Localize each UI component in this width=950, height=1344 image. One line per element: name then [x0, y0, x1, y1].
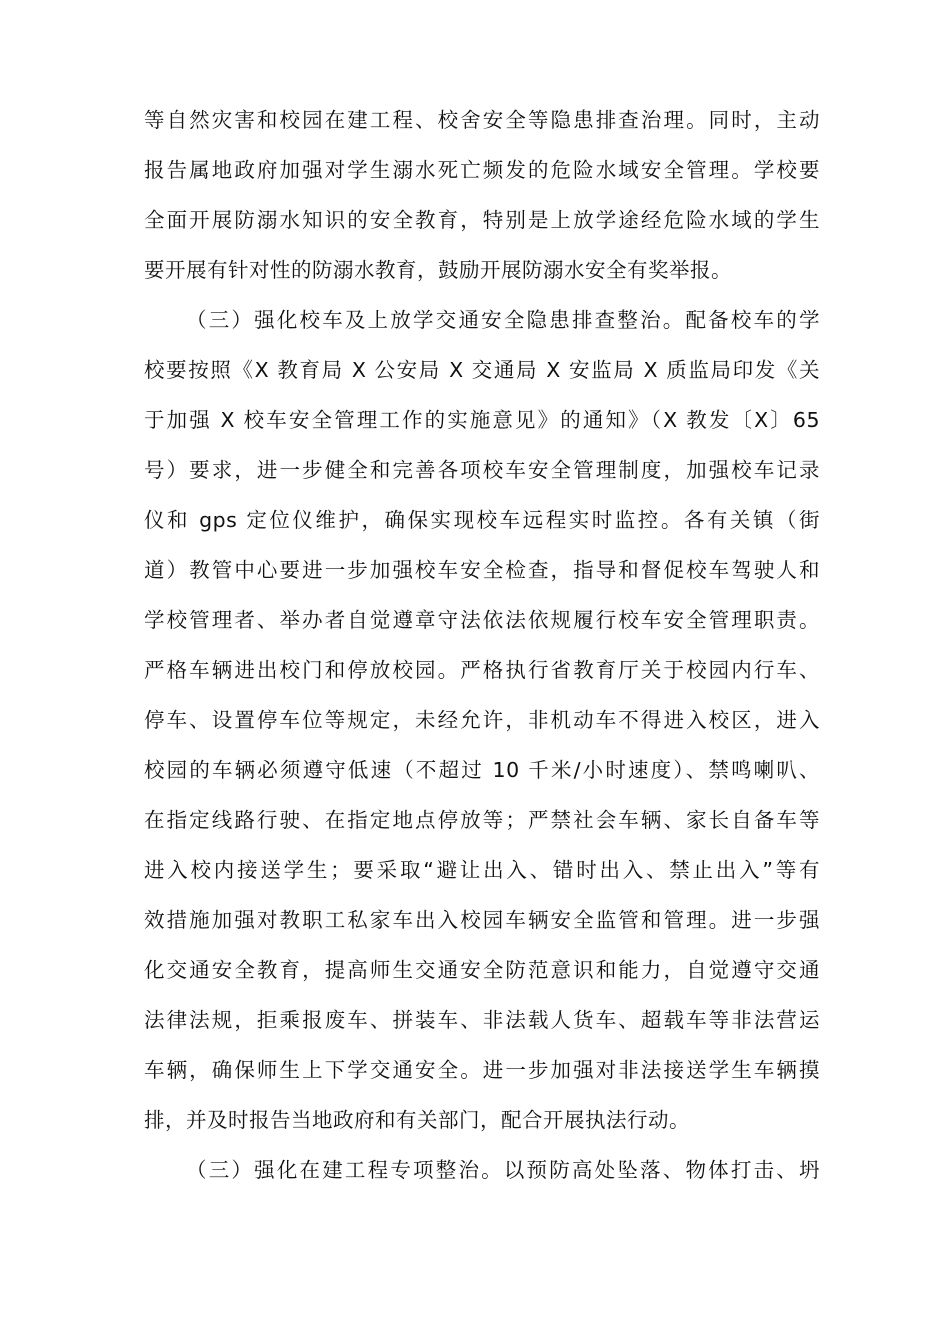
- text-line: 全面开展防溺水知识的安全教育，特别是上放学途经危险水域的学生: [144, 208, 820, 232]
- text-line: 严格车辆进出校门和停放校园。严格执行省教育厅关于校园内行车、: [144, 658, 820, 682]
- text-line: 化交通安全教育，提高师生交通安全防范意识和能力，自觉遵守交通: [144, 958, 820, 982]
- text-line: 于加强 X 校车安全管理工作的实施意见》的通知》（X 教发〔X〕65: [144, 408, 820, 432]
- text-line: 排，并及时报告当地政府和有关部门，配合开展执法行动。: [144, 1108, 690, 1132]
- text-line: 仪和 gps 定位仪维护，确保实现校车远程实时监控。各有关镇（街: [144, 508, 820, 532]
- text-line: 车辆，确保师生上下学交通安全。进一步加强对非法接送学生车辆摸: [144, 1058, 820, 1082]
- text-line: 进入校内接送学生；要采取“避让出入、错时出入、禁止出入”等有: [144, 858, 820, 882]
- text-line: 要开展有针对性的防溺水教育，鼓励开展防溺水安全有奖举报。: [144, 258, 732, 282]
- text-line: 报告属地政府加强对学生溺水死亡频发的危险水域安全管理。学校要: [144, 158, 820, 182]
- text-line: 校园的车辆必须遵守低速（不超过 10 千米/小时速度）、禁鸣喇叭、: [144, 758, 820, 782]
- document-body: [144, 95, 820, 1195]
- text-line: 停车、设置停车位等规定，未经允许，非机动车不得进入校区，进入: [144, 708, 820, 732]
- text-line: 等自然灾害和校园在建工程、校舍安全等隐患排查治理。同时，主动: [144, 108, 820, 132]
- text-line: 法律法规，拒乘报废车、拼装车、非法载人货车、超载车等非法营运: [144, 1008, 820, 1032]
- text-line: 号）要求，进一步健全和完善各项校车安全管理制度，加强校车记录: [144, 458, 820, 482]
- text-line: 学校管理者、举办者自觉遵章守法依法依规履行校车安全管理职责。: [144, 608, 820, 632]
- paragraph-first-line: （三）强化在建工程专项整治。以预防高处坠落、物体打击、坍: [186, 1158, 820, 1182]
- text-line: 道）教管中心要进一步加强校车安全检查，指导和督促校车驾驶人和: [144, 558, 820, 582]
- text-line: 效措施加强对教职工私家车出入校园车辆安全监管和管理。进一步强: [144, 908, 820, 932]
- text-line: 在指定线路行驶、在指定地点停放等；严禁社会车辆、家长自备车等: [144, 808, 820, 832]
- text-line: 校要按照《X 教育局 X 公安局 X 交通局 X 安监局 X 质监局印发《关: [144, 358, 820, 382]
- paragraph-first-line: （三）强化校车及上放学交通安全隐患排查整治。配备校车的学: [186, 308, 820, 332]
